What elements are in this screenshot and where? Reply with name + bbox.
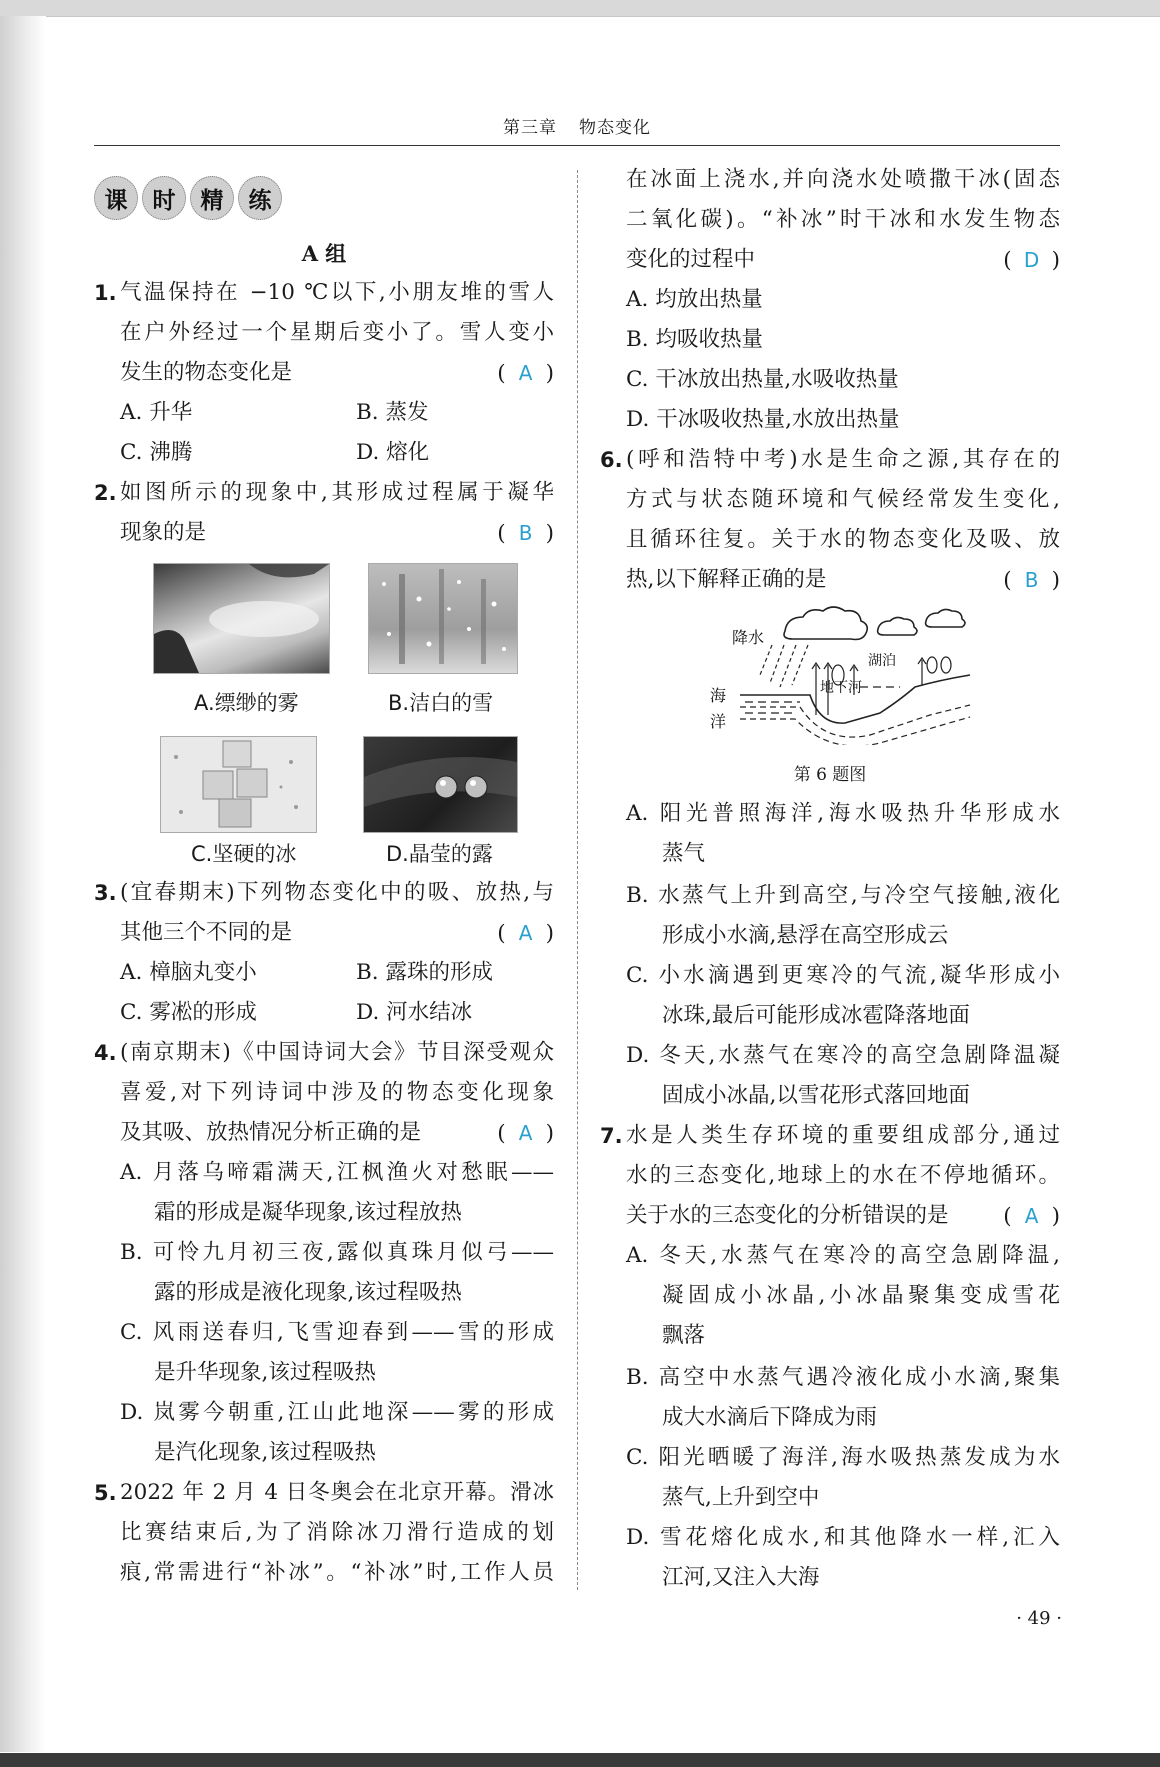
option: C. 小水滴遇到更寒冷的气流,凝华形成小: [626, 963, 1060, 988]
answer-value: A: [518, 1121, 533, 1145]
option-cont: 是汽化现象,该过程吸热: [154, 1440, 376, 1465]
option: A. 均放出热量: [626, 287, 763, 312]
question-number: 5.: [94, 1481, 117, 1505]
option: A. 樟脑丸变小: [120, 960, 257, 985]
question-number: 3.: [94, 881, 117, 905]
banner-char: 练: [238, 176, 282, 220]
question-text: 水的三态变化,地球上的水在不停地循环。: [626, 1163, 1060, 1188]
answer-bracket: ( B ): [1003, 565, 1060, 596]
option: D. 雪花熔化成水,和其他降水一样,汇入: [626, 1525, 1060, 1550]
chapter-number: 第三章: [503, 118, 557, 138]
question-text: 喜爱,对下列诗词中涉及的物态变化现象: [120, 1080, 554, 1105]
option: B. 水蒸气上升到高空,与冷空气接触,液化: [626, 883, 1060, 908]
question-text-last: 变化的过程中 ( D ): [626, 245, 1060, 275]
question-text-last: 关于水的三态变化的分析错误的是 ( A ): [626, 1201, 1060, 1231]
diagram-label-ocean: 洋: [710, 712, 727, 731]
photo-caption: C.坚硬的冰: [191, 842, 297, 866]
option-cont: 江河,又注入大海: [662, 1565, 820, 1590]
option: D. 河水结冰: [356, 1000, 473, 1025]
answer-value: B: [518, 521, 533, 545]
option: A. 阳光普照海洋,海水吸热升华形成水: [626, 801, 1060, 826]
photo-caption: A.缥缈的雾: [194, 691, 299, 715]
question-text-last: 发生的物态变化是 ( A ): [120, 358, 554, 388]
banner-char: 精: [190, 176, 234, 220]
option: A. 升华: [120, 400, 193, 425]
question-text-last: 及其吸、放热情况分析正确的是 ( A ): [120, 1118, 554, 1148]
answer-value: A: [518, 361, 533, 385]
option: A. 冬天,水蒸气在寒冷的高空急剧降温,: [626, 1243, 1060, 1268]
photo-caption: B.洁白的雪: [388, 691, 494, 715]
chapter-title: 物态变化: [579, 118, 651, 138]
answer-bracket: ( D ): [1003, 245, 1060, 276]
option-cont: 霜的形成是凝华现象,该过程放热: [154, 1200, 462, 1225]
question-text-last: 其他三个不同的是 ( A ): [120, 918, 554, 948]
option: A. 月落乌啼霜满天,江枫渔火对愁眠——: [120, 1160, 554, 1185]
question-text: 如图所示的现象中,其形成过程属于凝华: [120, 480, 554, 505]
question-text: 二氧化碳)。“补冰”时干冰和水发生物态: [626, 207, 1060, 232]
answer-bracket: ( A ): [497, 1118, 554, 1149]
page-number: · 49 ·: [1016, 1608, 1062, 1629]
answer-value: A: [518, 921, 533, 945]
question-number: 2.: [94, 481, 117, 505]
option-cont: 蒸气: [662, 841, 706, 866]
left-column-lower: [94, 0, 554, 1700]
question-text: 气温保持在 −10 ℃以下,小朋友堆的雪人: [120, 280, 554, 305]
answer-bracket: ( A ): [497, 358, 554, 389]
option-cont: 冰珠,最后可能形成冰雹降落地面: [662, 1003, 970, 1028]
option-cont: 凝固成小冰晶,小冰晶聚集变成雪花: [662, 1283, 1060, 1308]
answer-value: D: [1023, 248, 1040, 272]
question-text: 方式与状态随环境和气候经常发生变化,: [626, 487, 1060, 512]
diagram-label-lake: 湖泊: [868, 653, 896, 669]
question-text: 2022 年 2 月 4 日冬奥会在北京开幕。滑冰: [120, 1480, 554, 1505]
option: D. 干冰吸收热量,水放出热量: [626, 407, 900, 432]
question-number: 7.: [600, 1124, 623, 1148]
option: C. 干冰放出热量,水吸收热量: [626, 367, 899, 392]
question-text: 在冰面上浇水,并向浇水处喷撒干冰(固态: [626, 167, 1060, 192]
option: B. 高空中水蒸气遇冷液化成小水滴,聚集: [626, 1365, 1060, 1390]
option-cont: 成大水滴后下降成为雨: [662, 1405, 878, 1430]
question-text: (呼和浩特中考)水是生命之源,其存在的: [626, 447, 1060, 472]
option-cont: 固成小冰晶,以雪花形式落回地面: [662, 1083, 970, 1108]
figure-caption: 第 6 题图: [793, 765, 867, 785]
diagram-label-sea: 海: [710, 686, 727, 705]
answer-value: B: [1024, 568, 1039, 592]
banner-char: 时: [142, 176, 186, 220]
page-edge-shadow: [0, 16, 46, 1752]
question-text: (宜春期末)下列物态变化中的吸、放热,与: [120, 880, 554, 905]
diagram-label-underground-river: 地下河: [820, 680, 862, 696]
question-number: 4.: [94, 1041, 117, 1065]
diagram-label-precipitation: 降水: [732, 628, 765, 647]
option: C. 风雨送春归,飞雪迎春到——雪的形成: [120, 1320, 554, 1345]
group-title: A 组: [301, 241, 347, 266]
option-cont: 是升华现象,该过程吸热: [154, 1360, 376, 1385]
question-text: (南京期末)《中国诗词大会》节目深受观众: [120, 1040, 554, 1065]
option: C. 沸腾: [120, 440, 193, 465]
banner-char: 课: [94, 176, 138, 220]
question-text: 比赛结束后,为了消除冰刀滑行造成的划: [120, 1520, 554, 1545]
photo-caption: D.晶莹的露: [386, 842, 493, 866]
answer-bracket: ( A ): [1003, 1201, 1060, 1232]
option: B. 可怜九月初三夜,露似真珠月似弓——: [120, 1240, 554, 1265]
question-text-last: 现象的是 ( B ): [120, 518, 554, 548]
question-text-last: 热,以下解释正确的是 ( B ): [626, 565, 1060, 595]
answer-bracket: ( B ): [497, 518, 554, 549]
option-cont: 露的形成是液化现象,该过程吸热: [154, 1280, 462, 1305]
answer-value: A: [1024, 1204, 1039, 1228]
option-cont: 飘落: [662, 1323, 706, 1348]
question-number: 6.: [600, 448, 623, 472]
question-text: 水是人类生存环境的重要组成部分,通过: [626, 1123, 1060, 1148]
right-column-lower: [600, 0, 1060, 1700]
option: C. 阳光晒暖了海洋,海水吸热蒸发成为水: [626, 1445, 1060, 1470]
column-divider: [577, 170, 578, 1590]
option: D. 岚雾今朝重,江山此地深——雾的形成: [120, 1400, 554, 1425]
question-text: 在户外经过一个星期后变小了。雪人变小: [120, 320, 554, 345]
option: C. 雾凇的形成: [120, 1000, 257, 1025]
option: B. 蒸发: [356, 400, 429, 425]
option: D. 熔化: [356, 440, 430, 465]
option: B. 均吸收热量: [626, 327, 763, 352]
option: D. 冬天,水蒸气在寒冷的高空急剧降温凝: [626, 1043, 1060, 1068]
question-text: 痕,常需进行“补冰”。“补冰”时,工作人员: [120, 1560, 554, 1585]
option-cont: 蒸气,上升到空中: [662, 1485, 820, 1510]
option-cont: 形成小水滴,悬浮在高空形成云: [662, 923, 949, 948]
question-text: 且循环往复。关于水的物态变化及吸、放: [626, 527, 1060, 552]
option: B. 露珠的形成: [356, 960, 493, 985]
answer-bracket: ( A ): [497, 918, 554, 949]
question-number: 1.: [94, 281, 117, 305]
bottom-bar: [0, 1753, 1160, 1767]
